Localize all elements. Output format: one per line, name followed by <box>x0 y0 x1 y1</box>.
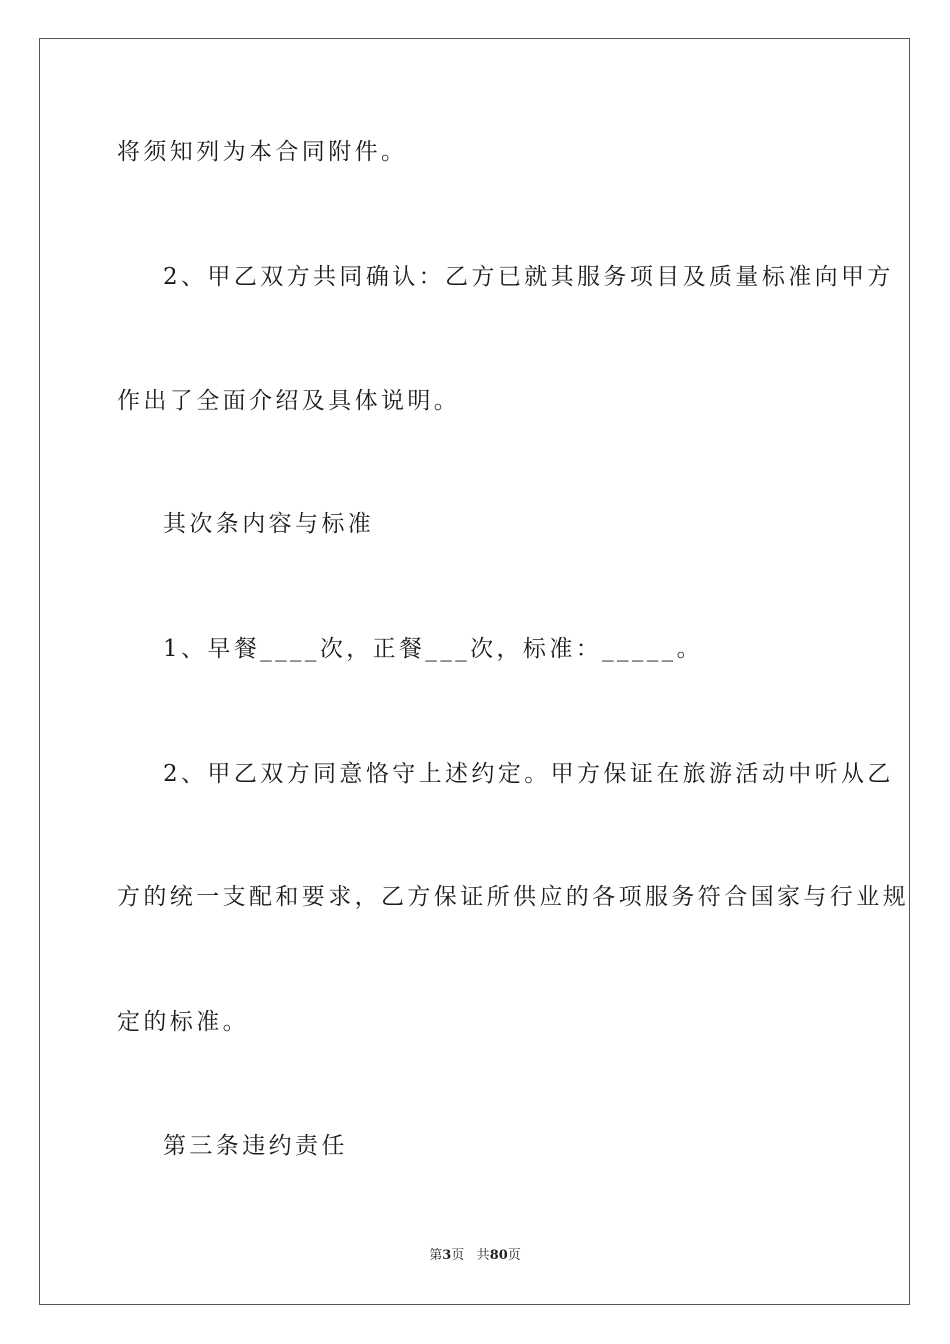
footer-page-number: 3 <box>442 1248 452 1263</box>
paragraph-line: 将须知列为本合同附件。 <box>117 139 408 165</box>
footer-total-pages: 80 <box>489 1248 508 1263</box>
paragraph-line: 定的标准。 <box>117 1009 249 1035</box>
paragraph-line: 1、早餐____次，正餐___次，标准：_____。 <box>163 636 704 662</box>
footer-total-prefix: 共 <box>476 1248 490 1263</box>
paragraph-line: 2、甲乙双方同意恪守上述约定。甲方保证在旅游活动中听从乙 <box>163 761 894 787</box>
paragraph-line: 2、甲乙双方共同确认：乙方已就其服务项目及质量标准向甲方 <box>163 264 894 290</box>
paragraph-line: 作出了全面介绍及具体说明。 <box>117 388 461 414</box>
page-border <box>39 38 910 1305</box>
section-heading: 其次条内容与标准 <box>163 511 375 537</box>
footer-total-suffix: 页 <box>507 1248 521 1263</box>
paragraph-line: 方的统一支配和要求，乙方保证所供应的各项服务符合国家与行业规 <box>117 884 909 910</box>
footer-page-prefix: 第 <box>429 1248 443 1263</box>
footer-page-suffix: 页 <box>451 1248 465 1263</box>
section-heading: 第三条违约责任 <box>163 1133 348 1159</box>
page-footer <box>0 1247 950 1265</box>
